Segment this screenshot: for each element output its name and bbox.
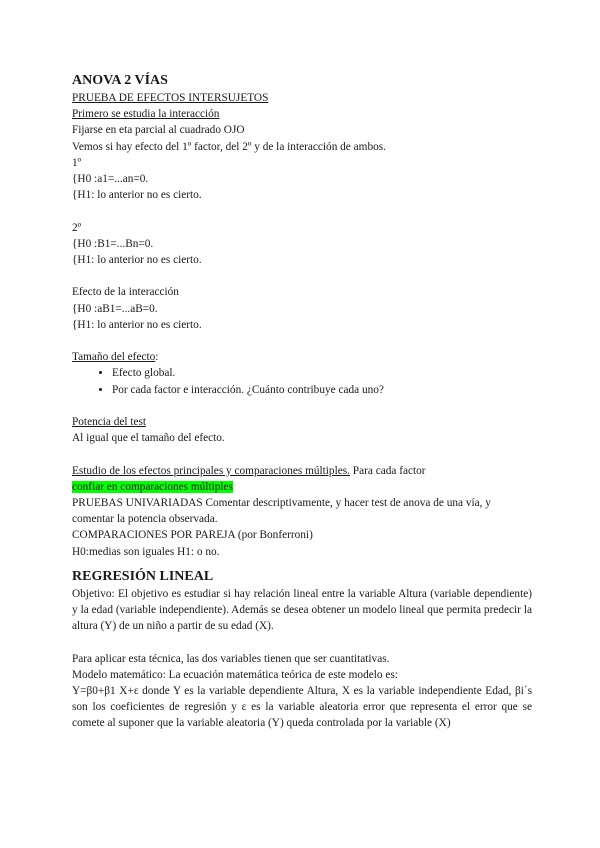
eta-note: Fijarse en eta parcial al cuadrado OJO (72, 124, 245, 137)
list-item: • Por cada factor e interacción. ¿Cuánto contribuye cada uno? (112, 382, 532, 398)
highlighted-text: confiar en comparaciones múltiples (72, 480, 233, 493)
main-effects-label: Estudio de los efectos principales y comparaciones múltiples. (72, 464, 350, 477)
power-heading: Potencia del test (72, 416, 147, 428)
univariate-rest: Comentar descriptivamente, y hacer test de anova de una vía, y comentar la potencia observada. (72, 497, 491, 526)
apply-text: Para aplicar esta técnica, las dos variables tienen que ser cuantitativas. (72, 652, 390, 665)
factor1-h1: {H1: lo anterior no es cierto. (72, 189, 202, 202)
vemos-text: Vemos si hay efecto del 1º factor, del 2º y de la interacción de ambos. (72, 140, 386, 153)
spacer (72, 203, 532, 219)
model-text: Modelo matemático: La ecuación matemática teórica de este modelo es: (72, 668, 398, 681)
interaction-h1: {H1: lo anterior no es cierto. (72, 318, 202, 331)
spacer (72, 446, 532, 462)
effect-size-colon: : (155, 351, 159, 364)
spacer (72, 333, 532, 349)
spacer (72, 398, 532, 414)
document-page (72, 72, 532, 732)
factor2-label: 2º (72, 221, 82, 234)
first-step-heading: Primero se estudia la interacción (72, 108, 220, 121)
factor2-h1: {H1: lo anterior no es cierto. (72, 254, 202, 267)
main-effects-rest: Para cada factor (349, 464, 426, 477)
section-title-regresion: REGRESIÓN LINEAL (72, 568, 214, 584)
factor1-label: 1º (72, 156, 82, 169)
list-item: • Efecto global. (112, 365, 532, 381)
main-effects-line (72, 463, 532, 479)
pairwise-line (72, 527, 532, 543)
subtitle-intersujetos: PRUEBA DE EFECTOS INTERSUJETOS (72, 92, 269, 104)
factor2-h0: {H0 :B1=...Bn=0. (72, 237, 154, 250)
interaction-label: Efecto de la interacción (72, 286, 179, 299)
h0-means-line: H0:medias son iguales H1: o no. (72, 545, 220, 558)
power-text: Al igual que el tamaño del efecto. (72, 432, 225, 445)
spacer (72, 268, 532, 284)
equation-paragraph: Y=β0+β1 X+ε donde Y es la variable dependiente Altura, X es la variable independiente Edad, βi´s son los coeficientes de regresión y ε es la variable aleatoria error que representa el error que se comete al suponer que la variable aleatoria (Y) queda controlada por la variable (X) (72, 685, 532, 730)
factor1-h0: {H0 :a1=...an=0. (72, 173, 149, 186)
highlight-line (72, 479, 532, 495)
univariate-caps: PRUEBAS UNIVARIADAS (72, 497, 203, 509)
effect-size-heading (72, 349, 532, 365)
effect-size-label: Tamaño del efecto (72, 351, 156, 364)
univariate-paragraph (72, 495, 532, 527)
section-title-anova: ANOVA 2 VÍAS (72, 73, 168, 88)
interaction-h0: {H0 :aB1=...aB=0. (72, 302, 158, 315)
effect-size-list (72, 365, 532, 397)
pairwise-caps: COMPARACIONES POR PAREJA (72, 529, 236, 542)
pairwise-rest: (por Bonferroni) (235, 529, 313, 542)
objective-paragraph: Objetivo: El objetivo es estudiar si hay relación lineal entre la variable Altura (variable dependiente) y la edad (variable independiente). Además se desea obtener un modelo lineal que permita predecir la altura (Y) de un niño a partir de su edad (X). (72, 587, 532, 633)
spacer (72, 634, 532, 650)
